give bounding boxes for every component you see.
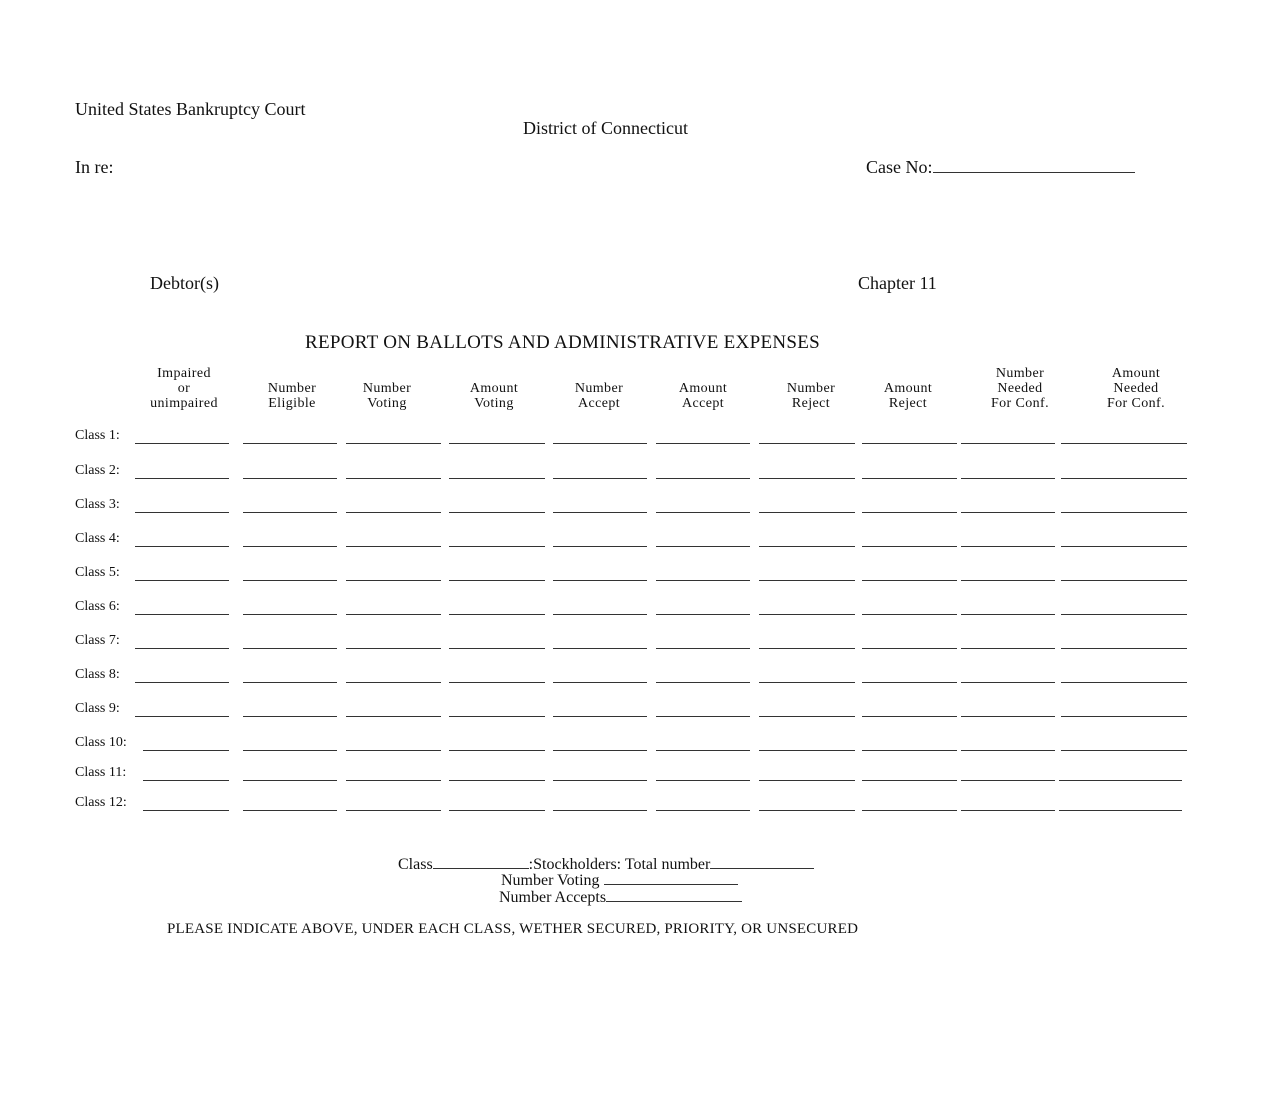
row-entry-blank[interactable] [243, 648, 337, 649]
row-entry-blank[interactable] [961, 580, 1055, 581]
row-entry-blank[interactable] [135, 580, 229, 581]
row-entry-blank[interactable] [449, 443, 545, 444]
row-entry-blank[interactable] [346, 580, 441, 581]
row-entry-blank[interactable] [1059, 780, 1182, 781]
row-entry-blank[interactable] [656, 478, 750, 479]
row-entry-blank[interactable] [862, 443, 957, 444]
row-entry-blank[interactable] [346, 648, 441, 649]
row-entry-blank[interactable] [759, 580, 855, 581]
row-entry-blank[interactable] [1061, 614, 1187, 615]
row-entry-blank[interactable] [553, 682, 647, 683]
row-entry-blank[interactable] [961, 478, 1055, 479]
row-entry-blank[interactable] [759, 716, 855, 717]
row-entry-blank[interactable] [961, 716, 1055, 717]
row-entry-blank[interactable] [135, 478, 229, 479]
row-entry-blank[interactable] [135, 512, 229, 513]
column-header: Number Needed For Conf. [990, 366, 1050, 411]
row-entry-blank[interactable] [143, 780, 229, 781]
row-entry-blank[interactable] [553, 780, 647, 781]
row-entry-blank[interactable] [346, 810, 441, 811]
row-entry-blank[interactable] [449, 750, 545, 751]
row-entry-blank[interactable] [862, 682, 957, 683]
row-entry-blank[interactable] [862, 580, 957, 581]
row-entry-blank[interactable] [243, 810, 337, 811]
row-entry-blank[interactable] [862, 614, 957, 615]
row-entry-blank[interactable] [243, 682, 337, 683]
row-entry-blank[interactable] [553, 443, 647, 444]
stockholders-total-blank[interactable] [710, 856, 814, 869]
debtors-label: Debtor(s) [150, 273, 219, 293]
row-entry-blank[interactable] [1061, 478, 1187, 479]
row-entry-blank[interactable] [243, 478, 337, 479]
row-entry-blank[interactable] [135, 443, 229, 444]
row-entry-blank[interactable] [553, 512, 647, 513]
row-entry-blank[interactable] [656, 443, 750, 444]
row-entry-blank[interactable] [656, 810, 750, 811]
number-voting-label: Number Voting [501, 872, 600, 889]
row-entry-blank[interactable] [143, 810, 229, 811]
stockholders-class-blank[interactable] [433, 856, 529, 869]
row-entry-blank[interactable] [759, 478, 855, 479]
class-row-label: Class 9: [75, 701, 120, 716]
row-entry-blank[interactable] [243, 780, 337, 781]
class-row-label: Class 12: [75, 795, 127, 810]
row-entry-blank[interactable] [449, 580, 545, 581]
row-entry-blank[interactable] [135, 682, 229, 683]
row-entry-blank[interactable] [1061, 648, 1187, 649]
row-entry-blank[interactable] [1061, 443, 1187, 444]
class-row-label: Class 8: [75, 667, 120, 682]
row-entry-blank[interactable] [346, 512, 441, 513]
row-entry-blank[interactable] [449, 648, 545, 649]
number-accepts-line [499, 889, 742, 907]
row-entry-blank[interactable] [656, 648, 750, 649]
row-entry-blank[interactable] [553, 580, 647, 581]
row-entry-blank[interactable] [1061, 580, 1187, 581]
row-entry-blank[interactable] [449, 614, 545, 615]
number-accepts-label: Number Accepts [499, 889, 607, 906]
row-entry-blank[interactable] [759, 443, 855, 444]
row-entry-blank[interactable] [135, 546, 229, 547]
class-row-label: Class 4: [75, 531, 120, 546]
row-entry-blank[interactable] [862, 478, 957, 479]
row-entry-blank[interactable] [961, 443, 1055, 444]
row-entry-blank[interactable] [862, 780, 957, 781]
column-header: Number Accept [574, 381, 624, 411]
column-header: Amount Reject [883, 381, 933, 411]
row-entry-blank[interactable] [656, 716, 750, 717]
row-entry-blank[interactable] [143, 750, 229, 751]
class-row-label: Class 1: [75, 428, 120, 443]
row-entry-blank[interactable] [346, 682, 441, 683]
row-entry-blank[interactable] [243, 750, 337, 751]
row-entry-blank[interactable] [135, 614, 229, 615]
row-entry-blank[interactable] [656, 780, 750, 781]
row-entry-blank[interactable] [1061, 716, 1187, 717]
row-entry-blank[interactable] [243, 580, 337, 581]
number-voting-blank[interactable] [604, 872, 738, 885]
column-header: Number Reject [786, 381, 836, 411]
court-name: United States Bankruptcy Court [75, 99, 306, 119]
row-entry-blank[interactable] [243, 716, 337, 717]
class-row-label: Class 3: [75, 497, 120, 512]
class-row-label: Class 11: [75, 765, 127, 780]
row-entry-blank[interactable] [759, 682, 855, 683]
row-entry-blank[interactable] [656, 512, 750, 513]
in-re-label: In re: [75, 157, 114, 177]
row-entry-blank[interactable] [961, 512, 1055, 513]
notice-text: PLEASE INDICATE ABOVE, UNDER EACH CLASS, WETHER SECURED, PRIORITY, OR UNSECURED [167, 921, 859, 937]
number-voting-line [501, 872, 738, 890]
class-label: Class [398, 856, 433, 873]
case-no-field[interactable] [866, 157, 1135, 178]
row-entry-blank[interactable] [961, 614, 1055, 615]
row-entry-blank[interactable] [961, 648, 1055, 649]
row-entry-blank[interactable] [346, 546, 441, 547]
class-row-label: Class 10: [75, 735, 127, 750]
row-entry-blank[interactable] [449, 512, 545, 513]
row-entry-blank[interactable] [449, 546, 545, 547]
class-row-label: Class 7: [75, 633, 120, 648]
report-title: REPORT ON BALLOTS AND ADMINISTRATIVE EXPENSES [305, 332, 821, 353]
row-entry-blank[interactable] [759, 810, 855, 811]
row-entry-blank[interactable] [135, 716, 229, 717]
row-entry-blank[interactable] [759, 512, 855, 513]
row-entry-blank[interactable] [553, 648, 647, 649]
row-entry-blank[interactable] [449, 716, 545, 717]
row-entry-blank[interactable] [656, 750, 750, 751]
row-entry-blank[interactable] [243, 512, 337, 513]
row-entry-blank[interactable] [656, 580, 750, 581]
row-entry-blank[interactable] [553, 716, 647, 717]
row-entry-blank[interactable] [553, 546, 647, 547]
row-entry-blank[interactable] [862, 648, 957, 649]
row-entry-blank[interactable] [862, 546, 957, 547]
row-entry-blank[interactable] [862, 512, 957, 513]
column-header: Amount Needed For Conf. [1106, 366, 1166, 411]
number-accepts-blank[interactable] [606, 889, 742, 902]
row-entry-blank[interactable] [1059, 810, 1182, 811]
district-name: District of Connecticut [523, 118, 688, 138]
column-header: Number Eligible [267, 381, 317, 411]
row-entry-blank[interactable] [346, 780, 441, 781]
row-entry-blank[interactable] [862, 750, 957, 751]
row-entry-blank[interactable] [449, 478, 545, 479]
row-entry-blank[interactable] [346, 750, 441, 751]
row-entry-blank[interactable] [449, 810, 545, 811]
row-entry-blank[interactable] [135, 648, 229, 649]
row-entry-blank[interactable] [656, 682, 750, 683]
case-no-label: Case No: [866, 157, 933, 177]
row-entry-blank[interactable] [1061, 512, 1187, 513]
row-entry-blank[interactable] [346, 614, 441, 615]
class-row-label: Class 2: [75, 463, 120, 478]
row-entry-blank[interactable] [862, 716, 957, 717]
row-entry-blank[interactable] [961, 546, 1055, 547]
row-entry-blank[interactable] [1061, 546, 1187, 547]
case-no-blank[interactable] [933, 160, 1135, 173]
row-entry-blank[interactable] [961, 682, 1055, 683]
row-entry-blank[interactable] [553, 478, 647, 479]
row-entry-blank[interactable] [961, 810, 1055, 811]
row-entry-blank[interactable] [656, 546, 750, 547]
row-entry-blank[interactable] [243, 614, 337, 615]
column-header: Impaired or unimpaired [150, 366, 218, 411]
row-entry-blank[interactable] [759, 780, 855, 781]
row-entry-blank[interactable] [656, 614, 750, 615]
class-row-label: Class 5: [75, 565, 120, 580]
row-entry-blank[interactable] [346, 478, 441, 479]
row-entry-blank[interactable] [961, 750, 1055, 751]
row-entry-blank[interactable] [759, 614, 855, 615]
row-entry-blank[interactable] [961, 780, 1055, 781]
row-entry-blank[interactable] [346, 443, 441, 444]
row-entry-blank[interactable] [449, 780, 545, 781]
column-header: Amount Voting [469, 381, 519, 411]
row-entry-blank[interactable] [1061, 682, 1187, 683]
chapter-label: Chapter 11 [858, 273, 937, 293]
row-entry-blank[interactable] [243, 443, 337, 444]
row-entry-blank[interactable] [553, 810, 647, 811]
column-header: Amount Accept [678, 381, 728, 411]
row-entry-blank[interactable] [759, 648, 855, 649]
stockholders-total-label: :Stockholders: Total number [528, 856, 711, 873]
column-header: Number Voting [362, 381, 412, 411]
class-row-label: Class 6: [75, 599, 120, 614]
row-entry-blank[interactable] [1061, 750, 1187, 751]
row-entry-blank[interactable] [346, 716, 441, 717]
row-entry-blank[interactable] [553, 614, 647, 615]
row-entry-blank[interactable] [759, 546, 855, 547]
row-entry-blank[interactable] [553, 750, 647, 751]
row-entry-blank[interactable] [862, 810, 957, 811]
row-entry-blank[interactable] [759, 750, 855, 751]
row-entry-blank[interactable] [449, 682, 545, 683]
row-entry-blank[interactable] [243, 546, 337, 547]
